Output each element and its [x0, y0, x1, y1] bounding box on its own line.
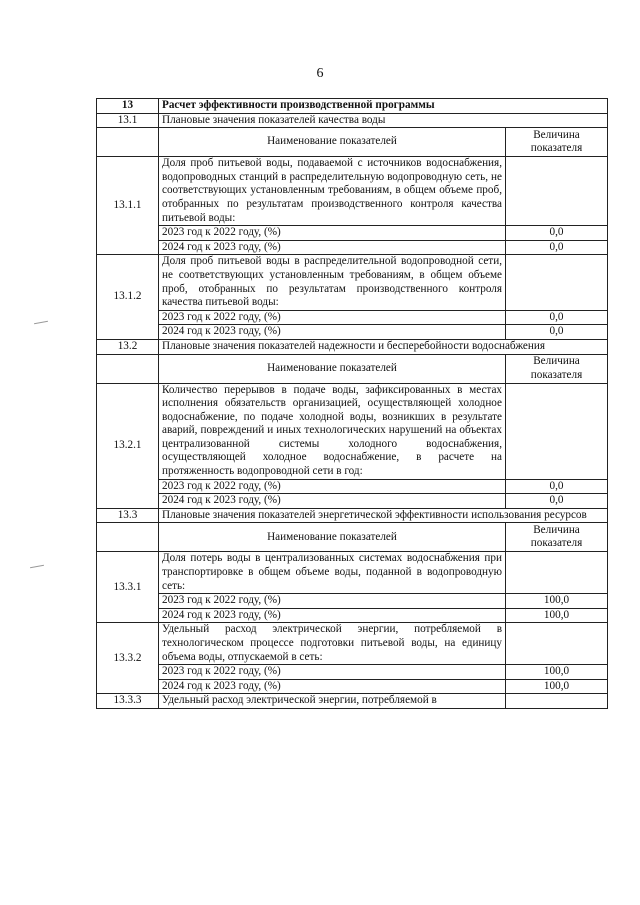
indicator-number: 13.3.2 [97, 623, 159, 694]
value-row [97, 310, 608, 325]
column-header-name: Наименование показателей [159, 128, 506, 157]
indicator-row [97, 552, 608, 594]
group-row [97, 113, 608, 128]
margin-mark [30, 565, 44, 568]
indicator-row [97, 255, 608, 310]
period-label: 2024 год к 2023 году, (%) [159, 679, 506, 694]
indicator-value: 0,0 [506, 226, 608, 241]
value-row [97, 608, 608, 623]
page-number: 6 [316, 66, 324, 81]
group-number: 13.3 [97, 508, 159, 523]
indicator-number: 13.3.3 [97, 694, 159, 709]
indicator-number: 13.1.1 [97, 157, 159, 255]
indicator-row [97, 383, 608, 479]
section-number: 13 [97, 99, 159, 114]
group-title: Плановые значения показателей надежности и бесперебойности водоснабжения [159, 339, 608, 354]
indicator-text: Доля проб питьевой воды в распределительной водопроводной сети, не соответствующих установленным требованиям, в общем объеме проб, отобранных по результатам производственного контроля качества питьевой воды: [159, 255, 506, 310]
indicator-number: 13.2.1 [97, 383, 159, 508]
indicator-text: Количество перерывов в подаче воды, зафиксированных в местах исполнения обязательств организацией, осуществляющей холодное водоснабжение, по подаче холодной воды, возникших в результате аварий, повреждений и иных технологических нарушений на объектах централизованной системы холодного водоснабжения, осуществляющей холодное водоснабжение, в расчете на протяженность водопроводной сети в год: [159, 383, 506, 479]
indicator-value: 100,0 [506, 608, 608, 623]
period-label: 2023 год к 2022 году, (%) [159, 665, 506, 680]
column-header-name: Наименование показателей [159, 523, 506, 552]
column-header-value: Величина показателя [506, 354, 608, 383]
indicator-value: 0,0 [506, 240, 608, 255]
period-label: 2024 год к 2023 году, (%) [159, 240, 506, 255]
value-row [97, 240, 608, 255]
indicator-value: 0,0 [506, 494, 608, 509]
section-title: Расчет эффективности производственной программы [159, 99, 608, 114]
indicator-text: Удельный расход электрической энергии, потребляемой в [159, 694, 506, 709]
indicator-row [97, 694, 608, 709]
header-row [97, 523, 608, 552]
group-row [97, 339, 608, 354]
indicator-text: Доля потерь воды в централизованных системах водоснабжения при транспортировке в общем объеме воды, поданной в водопроводную сеть: [159, 552, 506, 594]
period-label: 2024 год к 2023 году, (%) [159, 325, 506, 340]
header-row [97, 354, 608, 383]
section-row [97, 99, 608, 114]
column-header-name: Наименование показателей [159, 354, 506, 383]
group-title: Плановые значения показателей энергетической эффективности использования ресурсов [159, 508, 608, 523]
group-row [97, 508, 608, 523]
indicator-value: 0,0 [506, 310, 608, 325]
value-row [97, 494, 608, 509]
indicator-text: Доля проб питьевой воды, подаваемой с источников водоснабжения, водопроводных станций в распределительную водопроводную сеть, не соответствующих установленным требованиям, в общем объеме проб, отобранных по результатам производственного контроля качества питьевой воды: [159, 157, 506, 226]
period-label: 2023 год к 2022 году, (%) [159, 479, 506, 494]
indicator-value: 100,0 [506, 665, 608, 680]
indicator-row [97, 623, 608, 665]
indicator-value: 0,0 [506, 479, 608, 494]
value-row [97, 679, 608, 694]
indicator-value: 0,0 [506, 325, 608, 340]
group-title: Плановые значения показателей качества воды [159, 113, 608, 128]
column-header-value: Величина показателя [506, 523, 608, 552]
period-label: 2024 год к 2023 году, (%) [159, 494, 506, 509]
group-number: 13.2 [97, 339, 159, 354]
value-row [97, 325, 608, 340]
indicator-text: Удельный расход электрической энергии, потребляемой в технологическом процессе подготовки питьевой воды, на единицу объема воды, отпускаемой в сеть: [159, 623, 506, 665]
indicator-value: 100,0 [506, 594, 608, 609]
group-number: 13.1 [97, 113, 159, 128]
efficiency-table [96, 98, 608, 709]
value-row [97, 665, 608, 680]
indicator-row [97, 157, 608, 226]
column-header-value: Величина показателя [506, 128, 608, 157]
period-label: 2023 год к 2022 году, (%) [159, 594, 506, 609]
indicator-number: 13.1.2 [97, 255, 159, 340]
period-label: 2023 год к 2022 году, (%) [159, 226, 506, 241]
indicator-number: 13.3.1 [97, 552, 159, 623]
value-row [97, 479, 608, 494]
header-row [97, 128, 608, 157]
value-row [97, 594, 608, 609]
value-row [97, 226, 608, 241]
indicator-value: 100,0 [506, 679, 608, 694]
margin-mark [34, 321, 48, 324]
period-label: 2024 год к 2023 году, (%) [159, 608, 506, 623]
period-label: 2023 год к 2022 году, (%) [159, 310, 506, 325]
